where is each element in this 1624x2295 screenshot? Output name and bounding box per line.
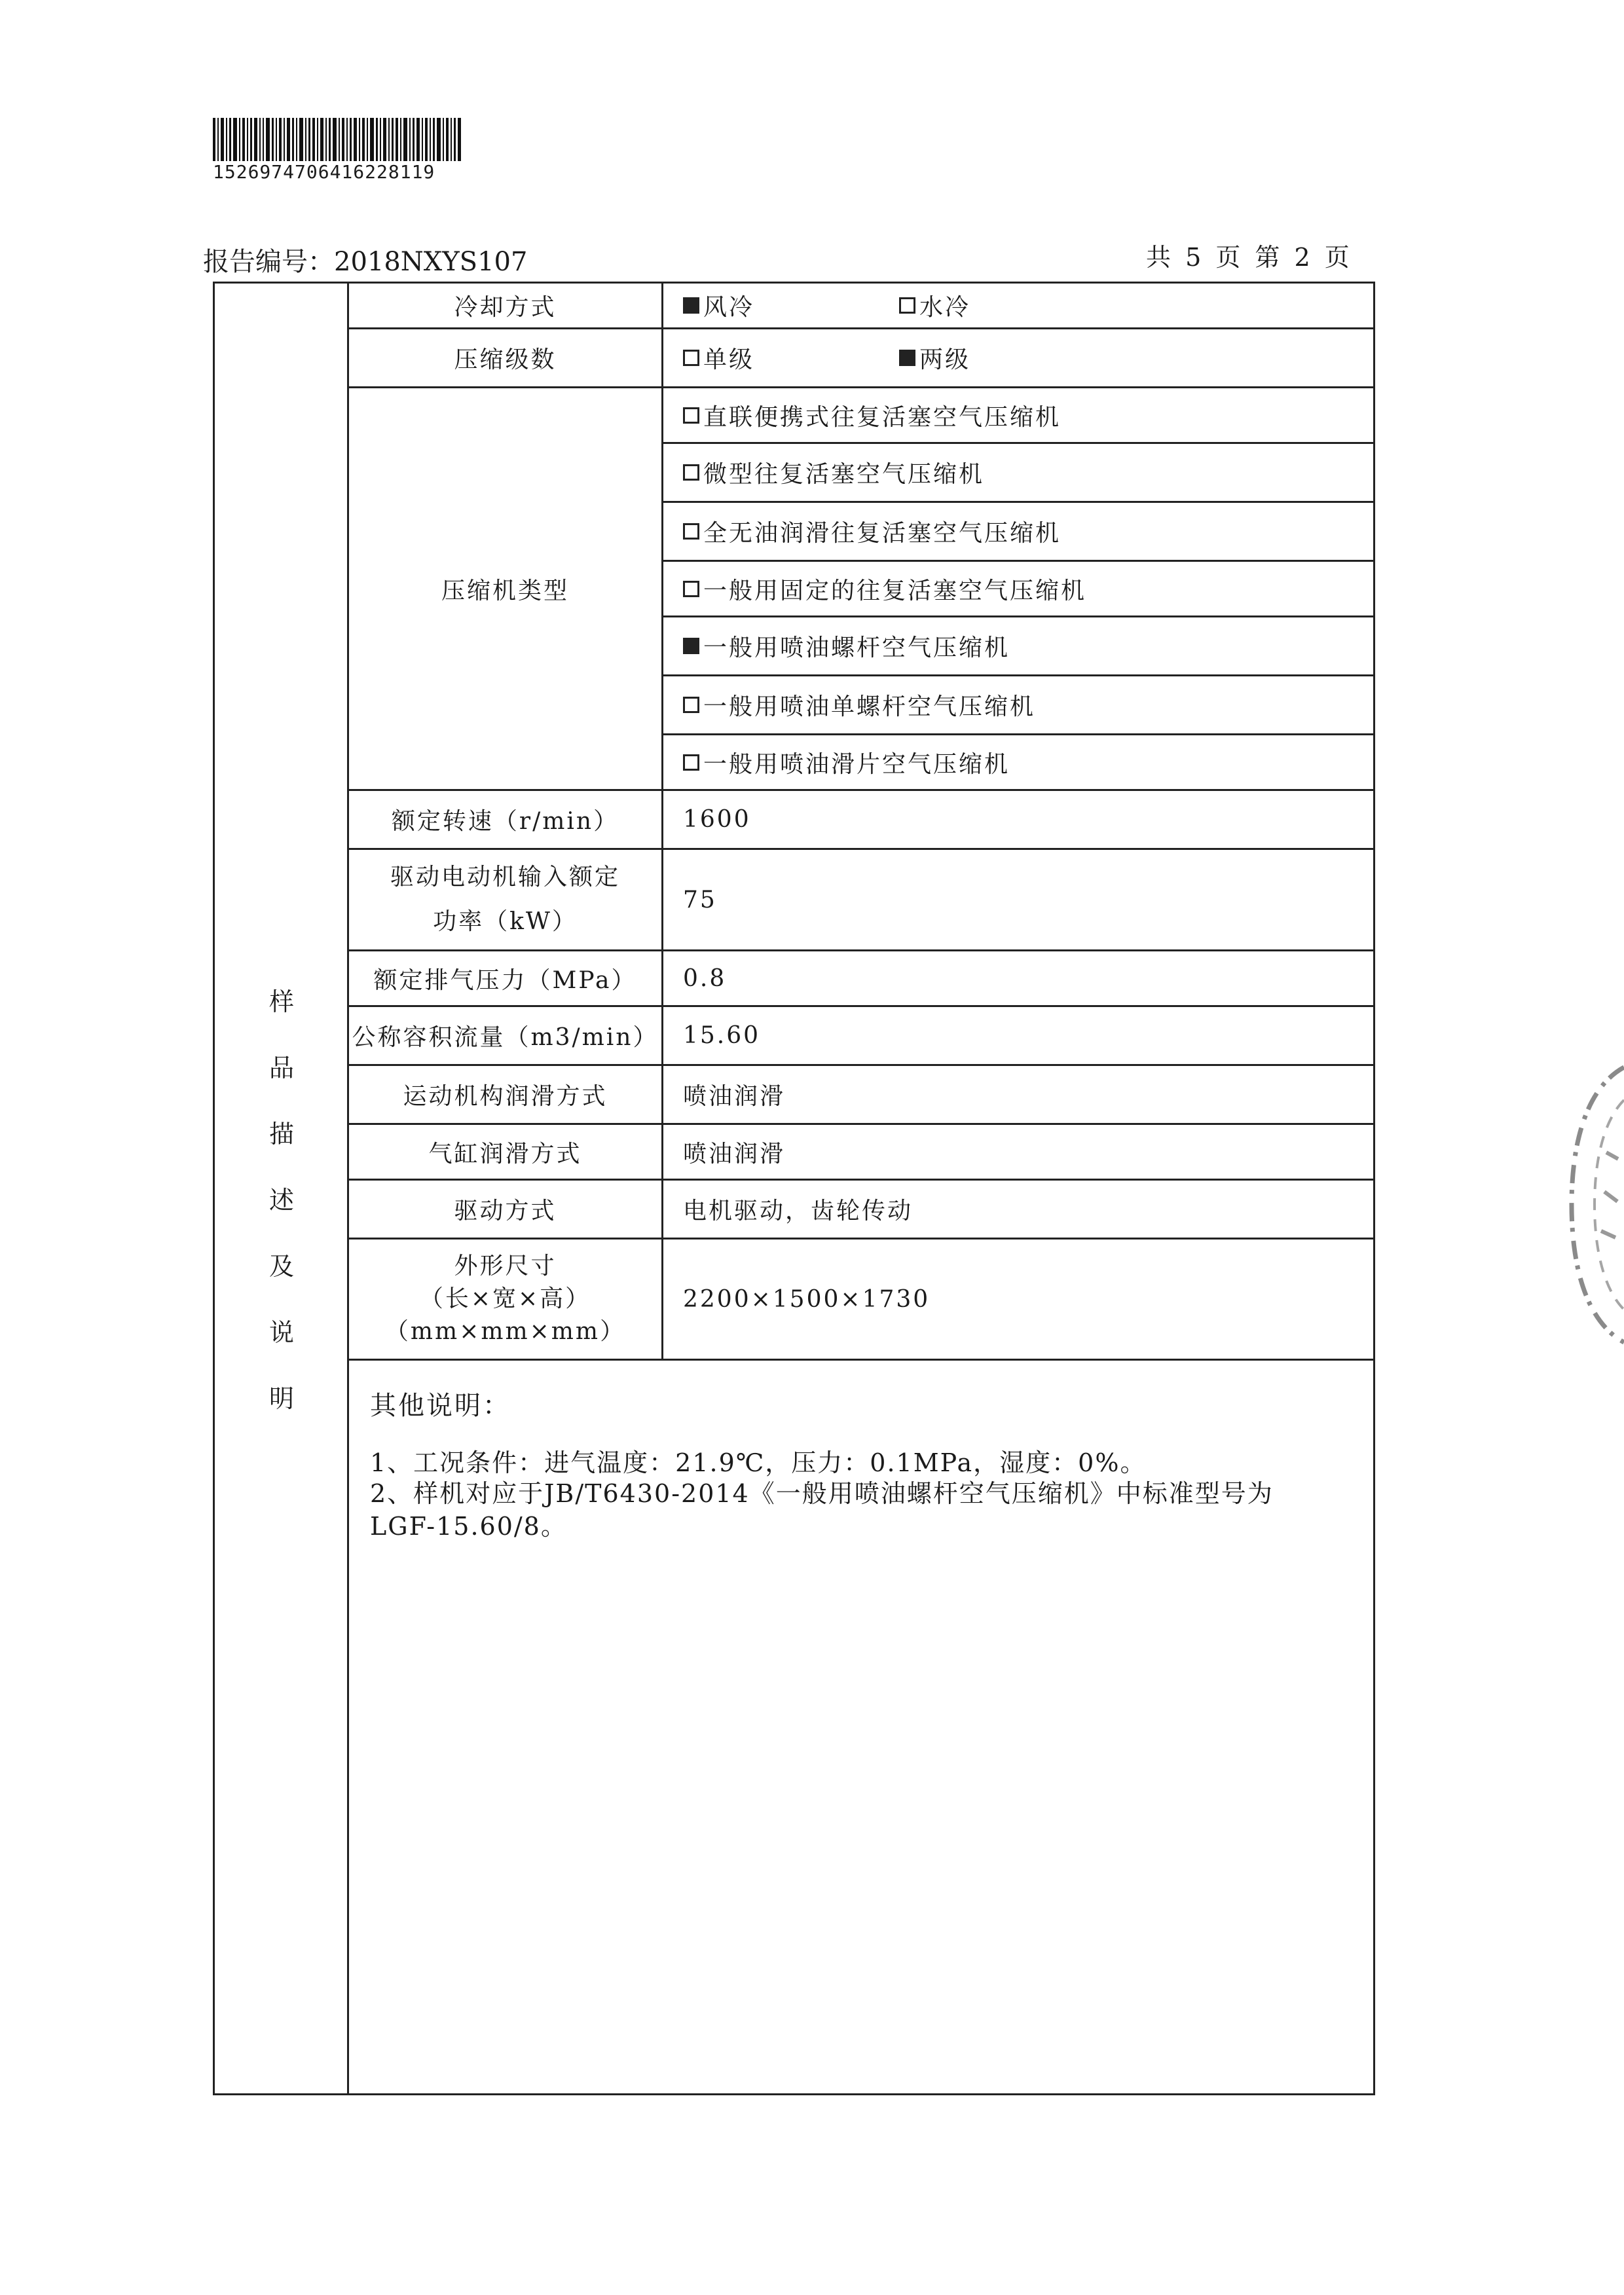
stages-label: 压缩级数 — [454, 346, 557, 373]
barcode-number: 1526974706416228119 — [213, 161, 435, 183]
checkbox-unchecked — [683, 581, 699, 597]
power-label-line1: 驱动电动机输入额定 — [390, 864, 620, 890]
side-label-char: 及 — [268, 1252, 294, 1281]
seal-stamp — [1568, 1061, 1624, 1349]
dimensions-label-line2: （长×宽×高） — [419, 1285, 591, 1312]
type-option: 一般用固定的往复活塞空气压缩机 — [663, 562, 1375, 615]
cooling-option-water: 水冷 — [899, 289, 970, 322]
dimensions-label-line1: 外形尺寸 — [454, 1253, 557, 1279]
checkbox-unchecked — [683, 464, 699, 481]
checkbox-unchecked — [683, 697, 699, 713]
flow-value: 15.60 — [683, 1022, 761, 1049]
page-info: 共 5 页 第 2 页 — [1146, 243, 1353, 272]
type-option: 一般用喷油螺杆空气压缩机 — [663, 617, 1375, 674]
type-option: 直联便携式往复活塞空气压缩机 — [663, 388, 1375, 442]
drive-label: 驱动方式 — [454, 1198, 557, 1224]
dimensions-value: 2200×1500×1730 — [683, 1285, 931, 1313]
barcode-bars — [213, 118, 462, 161]
side-label-char: 明 — [268, 1384, 294, 1413]
notes-line: 2、样机对应于JB/T6430-2014《一般用喷油螺杆空气压缩机》中标准型号为 — [370, 1479, 1274, 1508]
cooling-option-air: 风冷 — [683, 289, 899, 322]
flow-label: 公称容积流量（m3/min） — [352, 1024, 659, 1051]
side-label — [216, 969, 347, 1432]
side-label-char: 描 — [268, 1120, 294, 1148]
motion-lube-value: 喷油润滑 — [683, 1083, 786, 1110]
checkbox-unchecked — [683, 407, 699, 424]
power-label — [349, 850, 661, 949]
notes-title: 其他说明： — [370, 1391, 511, 1421]
speed-label: 额定转速（r/min） — [391, 808, 619, 835]
cylinder-lube-label: 气缸润滑方式 — [428, 1140, 582, 1167]
pressure-label: 额定排气压力（MPa） — [373, 966, 637, 994]
stages-option-single: 单级 — [683, 341, 899, 375]
side-label-char: 品 — [268, 1054, 294, 1082]
side-label-char: 样 — [268, 987, 294, 1016]
checkbox-checked — [899, 350, 915, 366]
dimensions-label-line3: （mm×mm×mm） — [384, 1318, 626, 1345]
side-label-char: 说 — [268, 1318, 294, 1347]
drive-value: 电机驱动，齿轮传动 — [683, 1198, 913, 1224]
notes-line: 1、工况条件：进气温度：21.9℃，压力：0.1MPa，湿度：0%。 — [370, 1448, 1147, 1477]
checkbox-checked — [683, 638, 699, 654]
stages-option-two: 两级 — [899, 341, 970, 375]
power-label-line2: 功率（kW） — [433, 908, 578, 935]
cylinder-lube-value: 喷油润滑 — [683, 1140, 786, 1167]
barcode — [213, 118, 462, 183]
pressure-value: 0.8 — [683, 964, 727, 992]
report-number: 报告编号：2018NXYS107 — [203, 247, 528, 277]
cooling-options — [663, 284, 1375, 327]
notes-line: LGF-15.60/8。 — [370, 1512, 567, 1541]
dimensions-label — [349, 1239, 661, 1359]
checkbox-checked — [683, 297, 699, 314]
type-option: 微型往复活塞空气压缩机 — [663, 444, 1375, 501]
stages-options — [663, 329, 1375, 386]
motion-lube-label: 运动机构润滑方式 — [403, 1083, 608, 1110]
side-label-char: 述 — [268, 1186, 294, 1215]
type-label: 压缩机类型 — [441, 577, 569, 604]
type-option: 全无油润滑往复活塞空气压缩机 — [663, 503, 1375, 560]
speed-value: 1600 — [683, 806, 751, 833]
cooling-label: 冷却方式 — [454, 294, 557, 321]
checkbox-unchecked — [683, 754, 699, 771]
type-option: 一般用喷油单螺杆空气压缩机 — [663, 676, 1375, 733]
power-value: 75 — [683, 886, 717, 913]
checkbox-unchecked — [683, 523, 699, 540]
type-option: 一般用喷油滑片空气压缩机 — [663, 735, 1375, 789]
checkbox-unchecked — [683, 350, 699, 366]
checkbox-unchecked — [899, 297, 915, 314]
